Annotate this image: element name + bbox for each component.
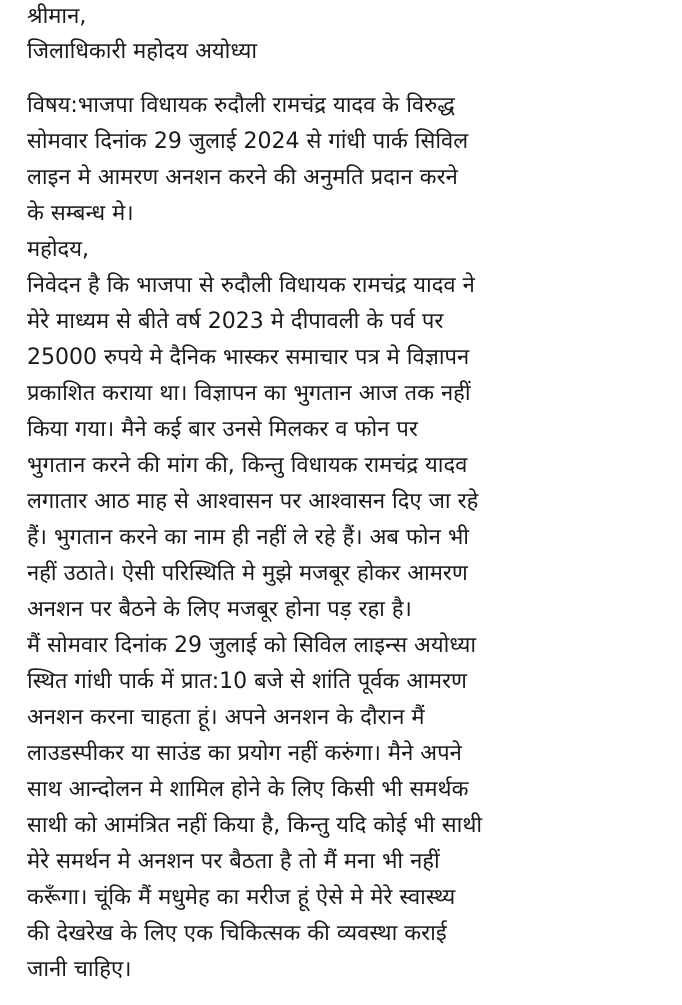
subject-line: विषय:भाजपा विधायक रुदौली रामचंद्र यादव के विरुद्ध [27, 93, 455, 118]
body-line: मैं सोमवार दिनांक 29 जुलाई को सिविल लाइन्स अयोध्या [27, 633, 477, 658]
body-line: भुगतान करने की मांग की, किन्तु विधायक रामचंद्र यादव [27, 453, 468, 478]
body-line: मेरे समर्थन मे अनशन पर बैठता है तो मैं मना भी नहीं [27, 849, 440, 874]
body-line: साथी को आमंत्रित नहीं किया है, किन्तु यदि कोई भी साथी [27, 813, 483, 838]
body-line: अनशन करना चाहता हूं। अपने अनशन के दौरान मैं [27, 705, 425, 730]
body-line: लाउडस्पीकर या साउंड का प्रयोग नहीं करुंगा। मैने अपने [27, 741, 462, 766]
body-line: लगातार आठ माह से आश्वासन पर आश्वासन दिए जा रहे [27, 489, 479, 514]
subject-line: के सम्बन्ध मे। [27, 201, 134, 226]
subject-line: सोमवार दिनांक 29 जुलाई 2024 से गांधी पार्क सिविल [27, 129, 469, 154]
salutation: श्रीमान, [27, 4, 87, 29]
body-line: निवेदन है कि भाजपा से रुदौली विधायक रामचंद्र यादव ने [27, 273, 475, 298]
body-line: 25000 रुपये मे दैनिक भास्कर समाचार पत्र मे विज्ञापन [27, 345, 470, 370]
recipient: जिलाधिकारी महोदय अयोध्या [27, 39, 258, 64]
body-line: करूँगा। चूंकि मैं मधुमेह का मरीज हूं ऐसे मे मेरे स्वास्थ्य [27, 885, 456, 910]
body-line: प्रकाशित कराया था। विज्ञापन का भुगतान आज तक नहीं [27, 381, 471, 406]
body-line: की देखरेख के लिए एक चिकित्सक की व्यवस्था कराई [27, 921, 447, 946]
body-line: साथ आन्दोलन मे शामिल होने के लिए किसी भी समर्थक [27, 777, 469, 802]
subject-line: लाइन मे आमरण अनशन करने की अनुमति प्रदान करने [27, 165, 458, 190]
greeting: महोदय, [27, 237, 89, 262]
body-line: मेरे माध्यम से बीते वर्ष 2023 मे दीपावली के पर्व पर [27, 309, 444, 334]
body-line: स्थित गांधी पार्क में प्रात:10 बजे से शांति पूर्वक आमरण [27, 669, 467, 694]
body-line: अनशन पर बैठने के लिए मजबूर होना पड़ रहा है। [27, 597, 412, 622]
body-line: जानी चाहिए। [27, 957, 132, 982]
body-line: नहीं उठाते। ऐसी परिस्थिति मे मुझे मजबूर होकर आमरण [27, 561, 468, 586]
body-line: हैं। भुगतान करने का नाम ही नहीं ले रहे हैं। अब फोन भी [27, 525, 469, 550]
body-line: किया गया। मैने कई बार उनसे मिलकर व फोन पर [27, 417, 418, 442]
